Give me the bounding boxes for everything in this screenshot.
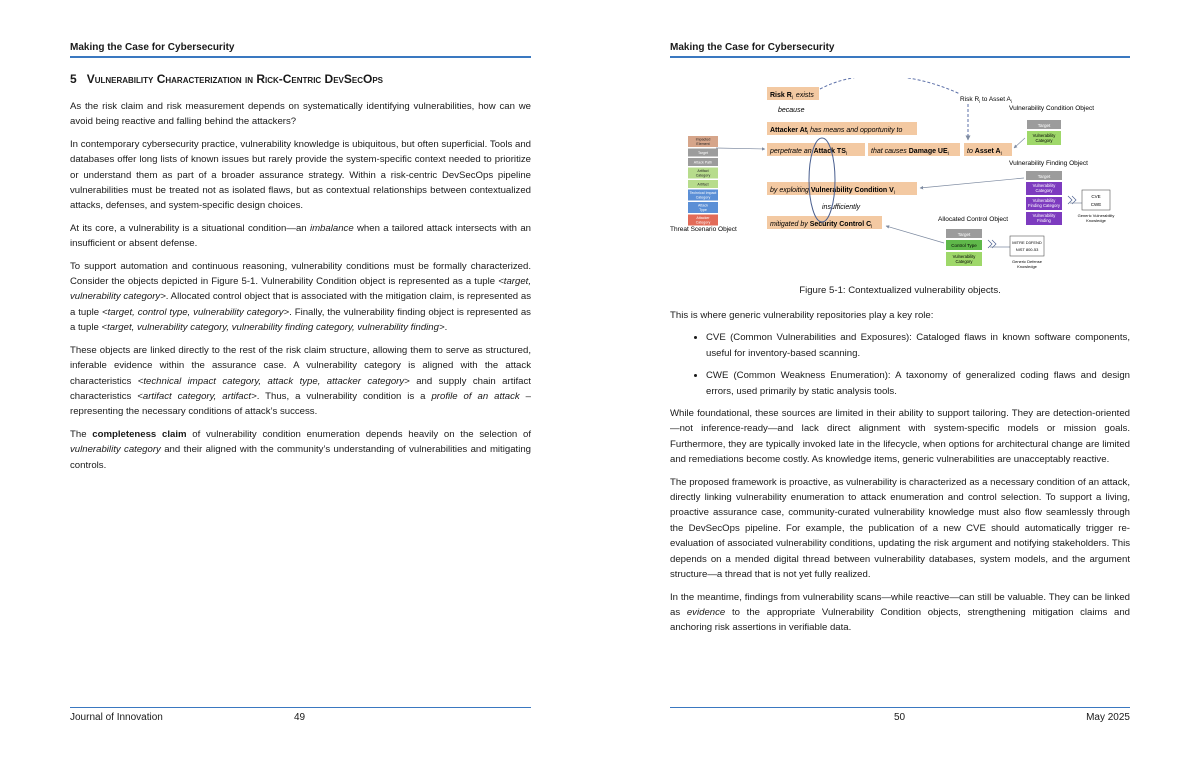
paragraph: The completeness claim of vulnerability condition enumeration depends heavily on the selection of vulnerability category and their aligned with the community’s understanding of vulnerabilities and mitigating controls. xyxy=(70,428,531,471)
svg-text:Vulnerability: Vulnerability xyxy=(952,254,976,259)
svg-text:Vulnerability: Vulnerability xyxy=(1032,213,1056,218)
threat-scenario-stack xyxy=(688,136,718,226)
stack-item-label: Artifact xyxy=(697,169,709,173)
paragraph: This is where generic vulnerability repositories play a key role: xyxy=(670,310,934,321)
svg-text:perpetrate an Attack TSi: perpetrate an Attack $TS_i$ xyxy=(770,148,848,157)
page-number-right: 50 xyxy=(894,712,906,723)
section-title: Vulnerability Characterization in Rick-Centric DevSecOps xyxy=(86,72,383,86)
figure-5-1 xyxy=(670,78,1130,278)
page-number-left: 49 xyxy=(294,712,306,723)
right-page xyxy=(670,0,1130,776)
mitre-nist-box xyxy=(1010,236,1044,256)
svg-text:Generic Defense: Generic Defense xyxy=(1011,259,1043,264)
allocated-control-object-label: Allocated Control Object xyxy=(938,216,1009,223)
header-rule-left xyxy=(70,56,531,58)
svg-text:Generic Vulnerability: Generic Vulnerability xyxy=(1077,213,1115,218)
svg-text:Knowledge: Knowledge xyxy=(1086,218,1106,223)
stack-item-label: Type xyxy=(699,208,707,212)
paragraph: As the risk claim and risk measurement depends on systematically identifying vulnerabilities, how can we avoid being reactive and falling behind the attackers? xyxy=(70,101,531,128)
stack-item-label: Target xyxy=(698,151,708,155)
svg-text:Target: Target xyxy=(1037,123,1051,128)
cve-cwe-box xyxy=(1082,190,1110,210)
svg-text:CWE: CWE xyxy=(1090,202,1102,207)
paragraph: The proposed framework is proactive, as vulnerability is characterized as a necessary condition of an attack, directly linking vulnerability enumeration to attack enumeration and control selection. To support a living, proactive assurance case, community-curated vulnerability knowledge must also flow seamlessly through the DevSecOps pipeline. For example, the publication of a new CVE should automatically trigger re-evaluation of associated vulnerability conditions, updating the risk argument and notifying stakeholders. This depends on a mended digital thread between vulnerability databases, system models, and the argument structure—a thread that is not yet fully realized. xyxy=(670,476,1130,581)
svg-text:Knowledge: Knowledge xyxy=(1017,264,1037,269)
svg-text:NIST 800-53: NIST 800-53 xyxy=(1015,247,1039,252)
stack-item-label: Category xyxy=(695,173,711,178)
right-body xyxy=(670,308,1130,643)
svg-text:Finding Category: Finding Category xyxy=(1028,203,1060,208)
paragraph: In contemporary cybersecurity practice, vulnerability knowledge is ubiquitous, but often superficial. Tools and databases offer long lists of known issues but rarely provide the system-specific context needed to prioritize or understand them as part of a broader assurance strategy. Within a risk-centric DevSecOps pipeline vulnerabilities must be treated not as isolated flaws, but as contextual relationships between contextualized attacks, defenses, and system-specific design choices. xyxy=(70,138,531,212)
connector-line xyxy=(716,148,765,149)
stack-item-label: Artifact xyxy=(697,182,709,187)
stack-item-label: Element xyxy=(696,142,710,146)
section-heading xyxy=(70,72,383,86)
svg-text:by exploiting Vulnerability Co: by exploiting Vulnerability Condition $V_i$ xyxy=(770,187,895,196)
list-item: • CWE (Common Weakness Enumeration): A taxonomy of generalized coding flaws and design errors, used primarily by static analysis tools. xyxy=(706,368,1130,399)
stack-item-label: Impacted xyxy=(695,137,711,142)
stack-item-label: Category xyxy=(695,220,711,225)
left-body xyxy=(70,99,531,480)
bullet-list xyxy=(670,330,1130,399)
svg-text:Vulnerability: Vulnerability xyxy=(1032,198,1056,203)
svg-text:Control Type: Control Type xyxy=(951,243,977,248)
svg-text:that causes Damage UEi: that causes Damage $UE_i$ xyxy=(871,148,949,157)
svg-text:CVE: CVE xyxy=(1091,194,1101,199)
risk-to-asset-label: Risk $R_i$ to Asset $A_i$ xyxy=(960,96,1012,104)
stack-item-label: Attack Path xyxy=(693,160,713,165)
svg-text:Vulnerability: Vulnerability xyxy=(1032,183,1056,188)
paragraph: To support automation and continuous reasoning, vulnerability conditions must be formally characterized. Consider the objects depicted in Figure 5-1. Vulnerability Condition object is represented as a tuple <target, vulnerability category>. Allocated control object that is associated with the mitigation claim, is represented as a tuple <target, control type, vulnerability category>. Finally, the vulnerability finding object is represented as a tuple <target, vulnerability category, vulnerability finding category, vulnerability finding>. xyxy=(70,260,531,334)
list-item: • CVE (Common Vulnerabilities and Exposures): Cataloged flaws in known software components, useful for inventory-based scanning. xyxy=(706,330,1130,361)
running-head-right: Making the Case for Cybersecurity xyxy=(670,42,835,53)
paragraph: At its core, a vulnerability is a situational condition—an imbalance when a tailored attack intersects with an insufficient or absent defense. xyxy=(70,222,531,250)
section-number: 5 xyxy=(70,72,77,86)
svg-text:Category: Category xyxy=(1035,138,1053,143)
left-page xyxy=(70,0,531,776)
header-rule-right xyxy=(670,56,1130,58)
vulnerability-finding-object-label: Vulnerability Finding Object xyxy=(1009,160,1088,167)
threat-scenario-object-label: Threat Scenario Object xyxy=(670,226,737,233)
stack-item-label: Category xyxy=(695,195,711,200)
insufficiently-label: insufficiently xyxy=(822,204,861,211)
footer-date: May 2025 xyxy=(1086,712,1130,723)
because-label: because xyxy=(778,107,805,114)
svg-text:Risk Riexists: Risk $R_i$ exists xyxy=(770,92,814,101)
svg-text:Target: Target xyxy=(957,232,971,237)
footer-rule-left xyxy=(70,707,531,708)
svg-text:MITRE D3FEND: MITRE D3FEND xyxy=(1012,240,1042,245)
svg-text:Target: Target xyxy=(1037,174,1051,179)
running-head-left: Making the Case for Cybersecurity xyxy=(70,42,235,53)
paragraph: While foundational, these sources are limited in their ability to support tailoring. They are detection-oriented—not inference-ready—and lack direct alignment with system-specific models or mission goals. Furthermore, they are typically invoked late in the lifecycle, when options for architectural change are limited and remediations become costly. As knowledge items, generic vulnerabilities are unacceptably reactive. xyxy=(670,408,1130,466)
svg-text:Vulnerability: Vulnerability xyxy=(1032,133,1056,138)
stack-item-label: Technical Impact xyxy=(689,191,717,195)
paragraph: These objects are linked directly to the rest of the risk claim structure, allowing them to serve as structured, inferable evidence within the assurance case. A vulnerability category is aligned with the attack characteristics <technical impact category, attack type, attacker category> and supply chain artifact characteristics <artifact category, artifact>. Thus, a vulnerability condition is a profile of an attack – representing the necessary conditions of attack’s success. xyxy=(70,344,531,418)
journal-name: Journal of Innovation xyxy=(70,712,163,723)
stack-item-label: Attack xyxy=(698,203,708,208)
svg-text:Attacker Ati has means and opp: Attacker $At_i$ has means and opportunity to xyxy=(770,127,903,136)
svg-text:Finding: Finding xyxy=(1037,218,1051,223)
svg-text:mitigated by Security Control: mitigated by Security Control $C_i$ xyxy=(770,221,873,230)
svg-text:Category: Category xyxy=(955,259,973,264)
risk-link-curve xyxy=(820,78,960,94)
svg-text:to Asset Ai: to Asset $A_i$ xyxy=(967,148,1002,157)
svg-text:Category: Category xyxy=(1035,188,1053,193)
footer-rule-right xyxy=(670,707,1130,708)
stack-item-label: Attacker xyxy=(696,216,710,220)
paragraph: In the meantime, findings from vulnerability scans—while reactive—can still be valuable. They can be linked as evidence to the appropriate Vulnerability Condition objects, strengthening mitigation claims and anchoring risk assertions in verifiable data. xyxy=(670,591,1130,634)
figure-caption: Figure 5-1: Contextualized vulnerability objects. xyxy=(799,285,1001,296)
vulnerability-condition-object-label: Vulnerability Condition Object xyxy=(1009,105,1095,112)
